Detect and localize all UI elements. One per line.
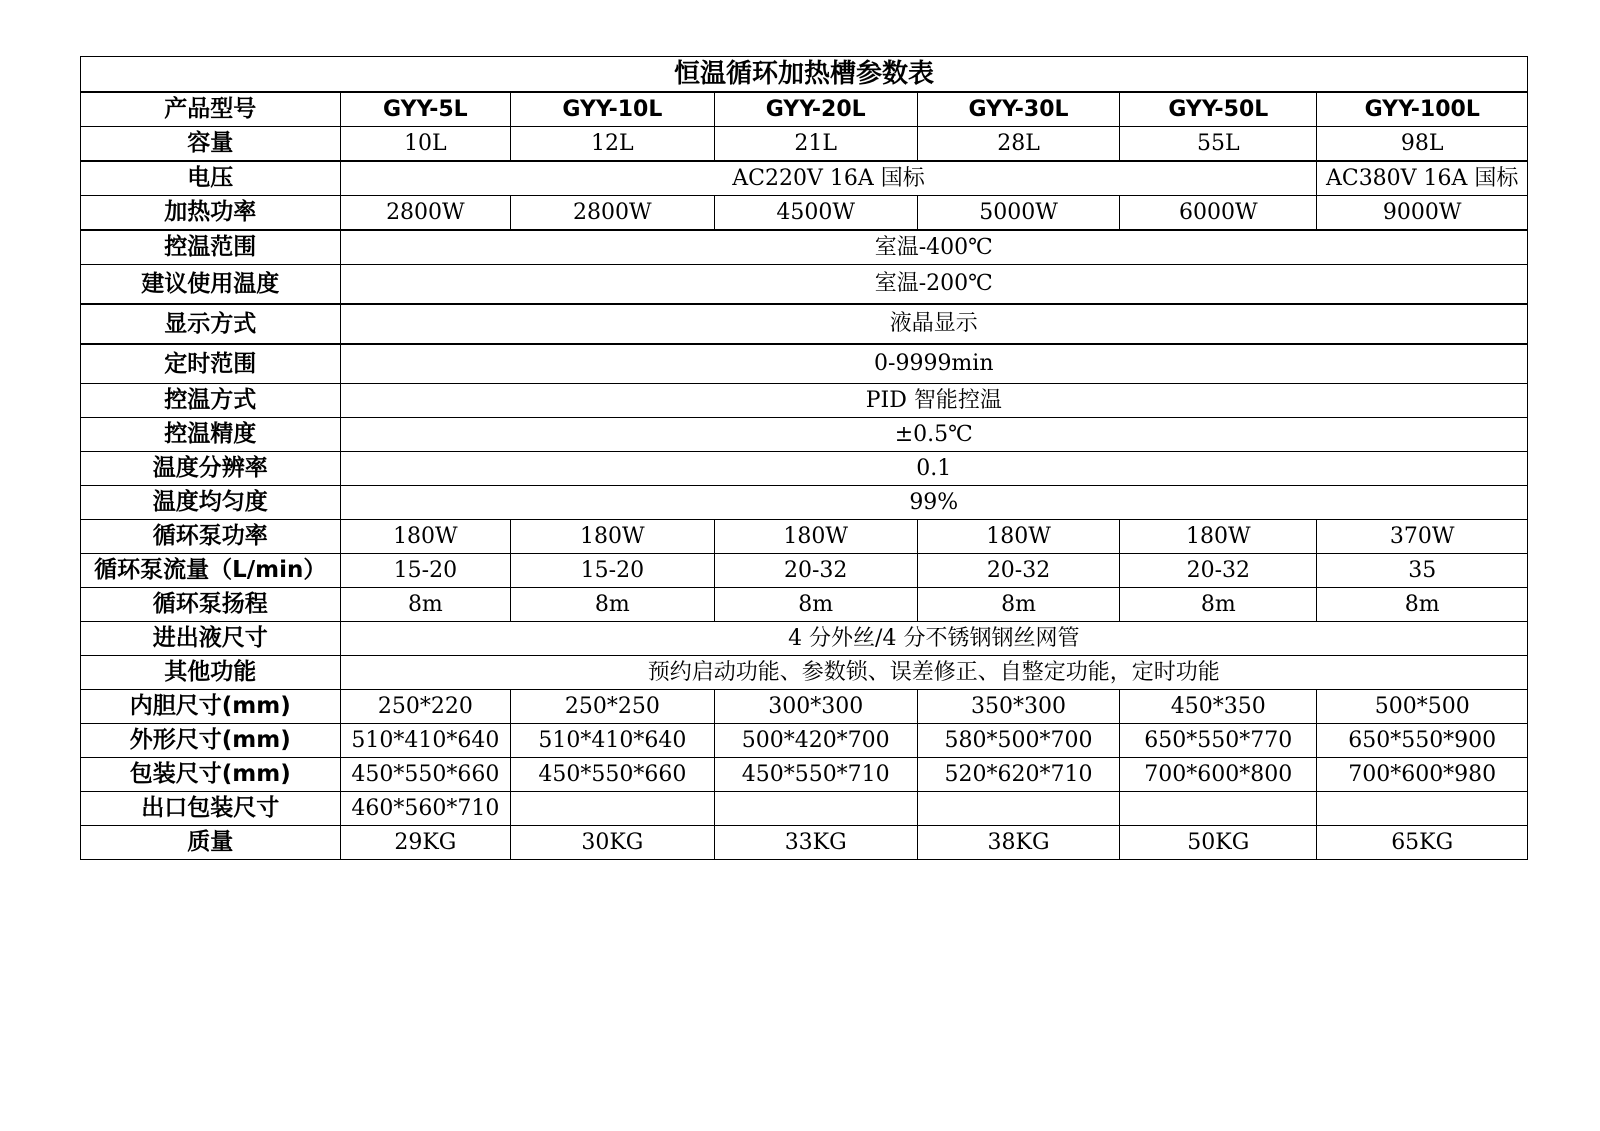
value-cell: 10L bbox=[340, 127, 511, 162]
row-control-mode bbox=[81, 384, 1528, 418]
row-heating-power bbox=[81, 196, 1528, 231]
value-cell: 20-32 bbox=[1120, 554, 1317, 588]
row-label: 容量 bbox=[81, 127, 341, 162]
value-cell: 室温-400℃ bbox=[340, 230, 1527, 265]
value-cell: 98L bbox=[1317, 127, 1528, 162]
value-cell: 30KG bbox=[511, 826, 714, 860]
value-cell: 450*550*660 bbox=[511, 758, 714, 792]
row-temp-resolution bbox=[81, 452, 1528, 486]
value-cell: 510*410*640 bbox=[511, 724, 714, 758]
model-cell: GYY-5L bbox=[340, 92, 511, 127]
value-cell: 8m bbox=[1120, 588, 1317, 622]
value-cell: 12L bbox=[511, 127, 714, 162]
row-temp-uniformity bbox=[81, 486, 1528, 520]
value-cell: 4 分外丝/4 分不锈钢钢丝网管 bbox=[340, 622, 1527, 656]
row-label: 其他功能 bbox=[81, 656, 341, 690]
value-cell: 4500W bbox=[714, 196, 917, 231]
row-package-size bbox=[81, 758, 1528, 792]
value-cell: 8m bbox=[917, 588, 1119, 622]
model-cell: GYY-50L bbox=[1120, 92, 1317, 127]
value-cell: 2800W bbox=[340, 196, 511, 231]
value-cell: 0-9999min bbox=[340, 344, 1527, 384]
row-pump-flow bbox=[81, 554, 1528, 588]
value-cell: 0.1 bbox=[340, 452, 1527, 486]
row-label: 建议使用温度 bbox=[81, 265, 341, 305]
value-cell: 15-20 bbox=[511, 554, 714, 588]
row-label: 产品型号 bbox=[81, 92, 341, 127]
value-cell bbox=[511, 792, 714, 826]
row-label: 内胆尺寸(mm) bbox=[81, 690, 341, 724]
row-label: 外形尺寸(mm) bbox=[81, 724, 341, 758]
value-cell: 2800W bbox=[511, 196, 714, 231]
value-cell: 300*300 bbox=[714, 690, 917, 724]
value-cell bbox=[1317, 792, 1528, 826]
row-display-mode bbox=[81, 304, 1528, 344]
value-cell: 180W bbox=[1120, 520, 1317, 554]
value-cell: 65KG bbox=[1317, 826, 1528, 860]
model-cell: GYY-30L bbox=[917, 92, 1119, 127]
row-voltage bbox=[81, 161, 1528, 196]
row-label: 进出液尺寸 bbox=[81, 622, 341, 656]
value-cell: 520*620*710 bbox=[917, 758, 1119, 792]
value-cell: AC220V 16A 国标 bbox=[340, 161, 1317, 196]
value-cell: 20-32 bbox=[917, 554, 1119, 588]
row-label: 控温范围 bbox=[81, 230, 341, 265]
row-label: 循环泵功率 bbox=[81, 520, 341, 554]
value-cell: 180W bbox=[340, 520, 511, 554]
row-label: 控温精度 bbox=[81, 418, 341, 452]
value-cell: 580*500*700 bbox=[917, 724, 1119, 758]
value-cell: 29KG bbox=[340, 826, 511, 860]
row-label: 温度均匀度 bbox=[81, 486, 341, 520]
value-cell: 650*550*770 bbox=[1120, 724, 1317, 758]
value-cell: 250*250 bbox=[511, 690, 714, 724]
model-cell: GYY-20L bbox=[714, 92, 917, 127]
value-cell: 250*220 bbox=[340, 690, 511, 724]
row-outer-size bbox=[81, 724, 1528, 758]
value-cell: 预约启动功能、参数锁、误差修正、自整定功能，定时功能 bbox=[340, 656, 1527, 690]
value-cell: 55L bbox=[1120, 127, 1317, 162]
value-cell: 9000W bbox=[1317, 196, 1528, 231]
value-cell: 180W bbox=[917, 520, 1119, 554]
value-cell: 35 bbox=[1317, 554, 1528, 588]
value-cell: 370W bbox=[1317, 520, 1528, 554]
value-cell bbox=[1120, 792, 1317, 826]
row-label: 温度分辨率 bbox=[81, 452, 341, 486]
value-cell: 99% bbox=[340, 486, 1527, 520]
spec-table bbox=[80, 56, 1528, 860]
value-cell: 8m bbox=[1317, 588, 1528, 622]
value-cell: 450*550*660 bbox=[340, 758, 511, 792]
value-cell: 21L bbox=[714, 127, 917, 162]
value-cell bbox=[714, 792, 917, 826]
value-cell: 8m bbox=[340, 588, 511, 622]
value-cell: 20-32 bbox=[714, 554, 917, 588]
row-label: 控温方式 bbox=[81, 384, 341, 418]
value-cell: 180W bbox=[511, 520, 714, 554]
row-pump-power bbox=[81, 520, 1528, 554]
row-port-size bbox=[81, 622, 1528, 656]
value-cell: 液晶显示 bbox=[340, 304, 1527, 344]
value-cell: 50KG bbox=[1120, 826, 1317, 860]
value-cell: 8m bbox=[714, 588, 917, 622]
value-cell: AC380V 16A 国标 bbox=[1317, 161, 1528, 196]
row-timer-range bbox=[81, 344, 1528, 384]
value-cell: 5000W bbox=[917, 196, 1119, 231]
value-cell: 500*500 bbox=[1317, 690, 1528, 724]
model-cell: GYY-100L bbox=[1317, 92, 1528, 127]
value-cell: 500*420*700 bbox=[714, 724, 917, 758]
value-cell: 6000W bbox=[1120, 196, 1317, 231]
row-model bbox=[81, 92, 1528, 127]
row-label: 包装尺寸(mm) bbox=[81, 758, 341, 792]
value-cell: 350*300 bbox=[917, 690, 1119, 724]
row-recommended-temp bbox=[81, 265, 1528, 305]
row-label: 循环泵流量（L/min） bbox=[81, 554, 341, 588]
value-cell: 38KG bbox=[917, 826, 1119, 860]
value-cell: 450*350 bbox=[1120, 690, 1317, 724]
title-row bbox=[81, 57, 1528, 93]
value-cell: 510*410*640 bbox=[340, 724, 511, 758]
value-cell: 8m bbox=[511, 588, 714, 622]
row-export-package-size bbox=[81, 792, 1528, 826]
model-cell: GYY-10L bbox=[511, 92, 714, 127]
row-label: 出口包装尺寸 bbox=[81, 792, 341, 826]
value-cell: 15-20 bbox=[340, 554, 511, 588]
value-cell: 450*550*710 bbox=[714, 758, 917, 792]
value-cell: 650*550*900 bbox=[1317, 724, 1528, 758]
value-cell: 28L bbox=[917, 127, 1119, 162]
row-inner-size bbox=[81, 690, 1528, 724]
row-label: 电压 bbox=[81, 161, 341, 196]
value-cell: 700*600*800 bbox=[1120, 758, 1317, 792]
value-cell bbox=[917, 792, 1119, 826]
value-cell: 460*560*710 bbox=[340, 792, 511, 826]
row-temp-range bbox=[81, 230, 1528, 265]
row-capacity bbox=[81, 127, 1528, 162]
value-cell: ±0.5℃ bbox=[340, 418, 1527, 452]
value-cell: 180W bbox=[714, 520, 917, 554]
value-cell: PID 智能控温 bbox=[340, 384, 1527, 418]
row-label: 加热功率 bbox=[81, 196, 341, 231]
table-title: 恒温循环加热槽参数表 bbox=[81, 57, 1528, 93]
row-pump-head bbox=[81, 588, 1528, 622]
row-label: 质量 bbox=[81, 826, 341, 860]
row-other-functions bbox=[81, 656, 1528, 690]
value-cell: 33KG bbox=[714, 826, 917, 860]
row-label: 显示方式 bbox=[81, 304, 341, 344]
value-cell: 室温-200℃ bbox=[340, 265, 1527, 305]
row-label: 循环泵扬程 bbox=[81, 588, 341, 622]
row-label: 定时范围 bbox=[81, 344, 341, 384]
value-cell: 700*600*980 bbox=[1317, 758, 1528, 792]
row-control-accuracy bbox=[81, 418, 1528, 452]
row-weight bbox=[81, 826, 1528, 860]
